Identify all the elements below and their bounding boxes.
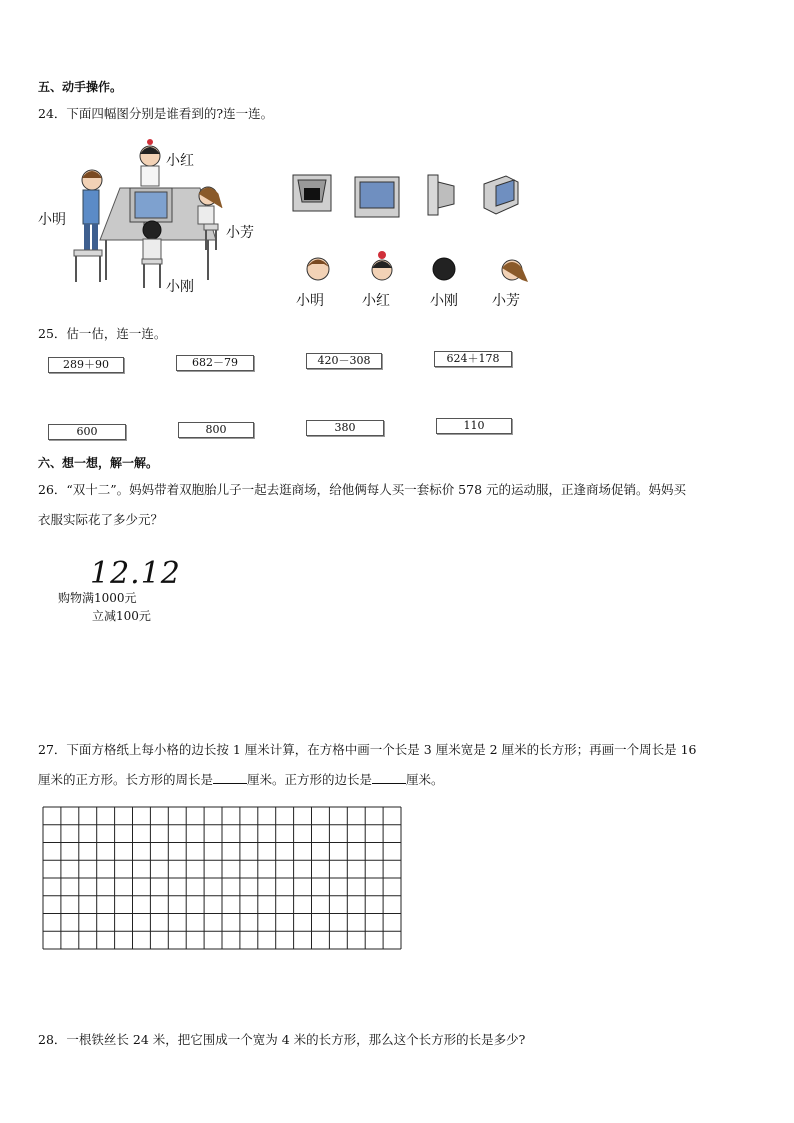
view-monitor-back (292, 174, 332, 218)
scene-label-left: 小明 (38, 212, 66, 228)
expression-box-2: 682－79 (176, 355, 254, 371)
answer-box-3: 380 (306, 420, 384, 436)
promo-date: 12.12 (90, 556, 181, 591)
scene-label-bottom: 小刚 (166, 279, 194, 295)
monitor-back-icon (292, 174, 332, 214)
scene-label-top: 小红 (166, 153, 194, 169)
boy-head-icon (304, 252, 332, 284)
girl-head-icon (368, 250, 396, 284)
answer-box-4: 110 (436, 418, 512, 434)
question-27-line-2 (38, 770, 444, 788)
section-6-title: 六、想一想，解一解。 (38, 456, 159, 470)
answer-box-2: 800 (178, 422, 254, 438)
monitor-front-icon (354, 176, 400, 218)
name-label-1: 小明 (296, 293, 324, 309)
expression-box-4: 624＋178 (434, 351, 512, 367)
question-26-line-2: 衣服实际花了多少元？ (38, 512, 164, 527)
question-25-text: 25．估一估，连一连。 (38, 326, 167, 341)
name-label-4: 小芳 (492, 293, 520, 309)
question-27-line-2-part-a: 厘米的正方形。长方形的周长是 (38, 772, 214, 787)
head-xiaoming (304, 252, 332, 288)
head-xiaohong (368, 250, 396, 288)
head-xiaofang (498, 252, 532, 290)
answer-blank-square-side[interactable] (372, 771, 406, 784)
question-24-text: 24．下面四幅图分别是谁看到的?连一连。 (38, 106, 274, 121)
promo-line-2: 立减100元 (92, 609, 151, 623)
answer-box-1: 600 (48, 424, 126, 440)
expression-box-3: 420－308 (306, 353, 382, 369)
question-27-line-2-part-c: 厘米。 (406, 772, 444, 787)
girl-side-head-icon (498, 252, 532, 286)
square-grid-drawing (42, 806, 402, 950)
classroom-scene-drawing (38, 132, 268, 302)
monitor-side-icon (426, 174, 458, 216)
view-monitor-front (354, 176, 400, 222)
answer-blank-rect-perimeter[interactable] (213, 771, 247, 784)
promo-line-1: 购物满1000元 (58, 591, 137, 605)
square-grid[interactable] (42, 806, 402, 954)
classroom-scene (38, 132, 268, 302)
head-xiaogang (430, 252, 458, 288)
name-label-3: 小刚 (430, 293, 458, 309)
back-head-icon (430, 252, 458, 284)
question-27-line-1: 27．下面方格纸上每小格的边长按 1 厘米计算，在方格中画一个长是 3 厘米宽是 2 厘米的长方形；再画一个周长是 16 (38, 742, 697, 757)
section-5-title: 五、动手操作。 (38, 80, 123, 94)
name-label-2: 小红 (362, 293, 390, 309)
scene-label-right: 小芳 (226, 225, 254, 241)
monitor-angle-icon (482, 174, 520, 216)
expression-box-1: 289＋90 (48, 357, 124, 373)
question-28-text: 28．一根铁丝长 24 米，把它围成一个宽为 4 米的长方形，那么这个长方形的长是多少? (38, 1032, 526, 1047)
view-monitor-angle (482, 174, 520, 220)
view-monitor-side (426, 174, 458, 220)
question-27-line-2-part-b: 厘米。正方形的边长是 (247, 772, 373, 787)
question-26-line-1: 26．“双十二”。妈妈带着双胞胎儿子一起去逛商场，给他俩每人买一套标价 578 元的运动服，正逢商场促销。妈妈买 (38, 482, 686, 497)
